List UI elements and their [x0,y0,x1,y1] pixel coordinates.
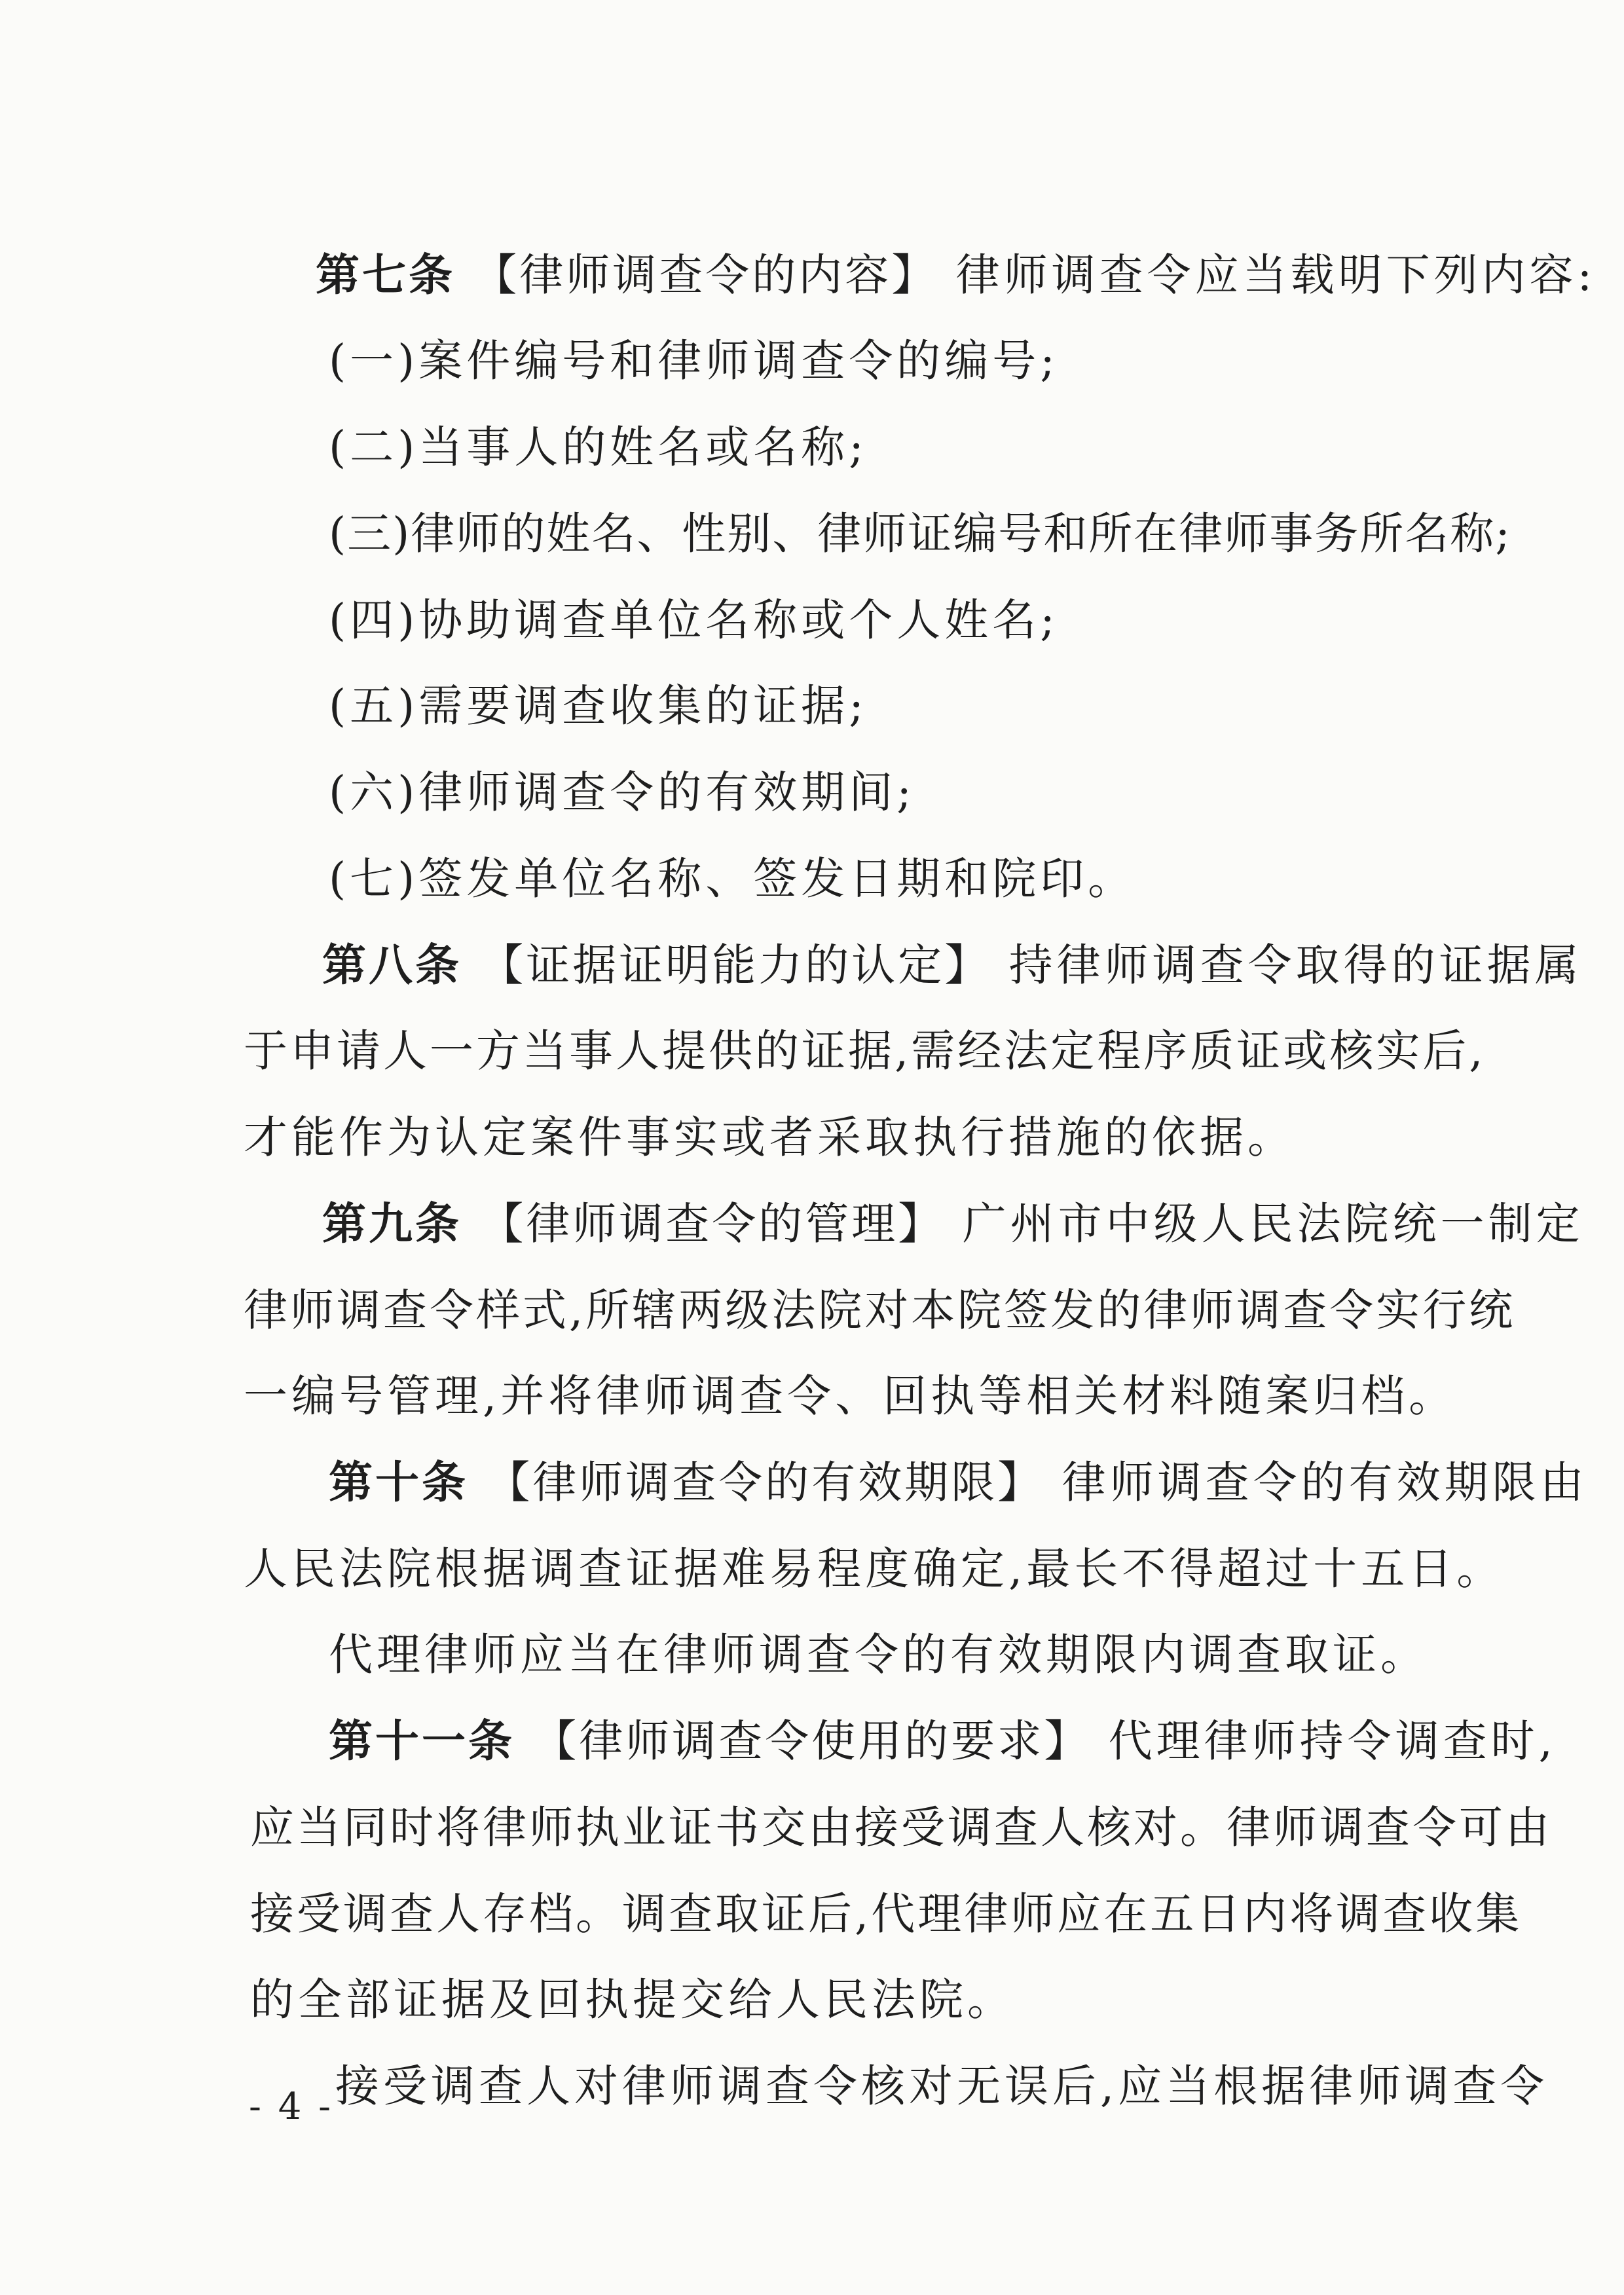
article-8-heading-line [322,922,1583,1008]
article-7-item-6: (六)律师调查令的有效期间; [329,767,915,818]
article-8-title: 【证据证明能力的认定】 [479,940,991,991]
article-11-line-3: 接受调查人存档。调查取证后,代理律师应在五日内将调查收集 [250,1888,1522,1939]
article-8-text-1: 持律师调查令取得的证据属 [1008,940,1583,991]
article-9-heading-line [322,1181,1584,1267]
article-11-heading-line [329,1698,1586,1784]
article-9-heading: 第九条 [322,1198,462,1249]
article-9-line-3: 一编号管理,并将律师调查令、回执等相关材料随案归档。 [244,1370,1457,1422]
article-9-text-1: 广州市中级人民法院统一制定 [962,1198,1584,1249]
article-8-line-3: 才能作为认定案件事实或者采取执行措施的依据。 [244,1112,1295,1163]
article-10-text-1: 律师调查令的有效期限由 [1061,1457,1588,1508]
page-number: - 4 - [249,2085,334,2128]
article-7-text: 律师调查令应当载明下列内容: [955,249,1596,301]
article-8-heading: 第八条 [322,940,462,991]
article-7-item-3: (三)律师的姓名、性别、律师证编号和所在律师事务所名称; [329,508,1511,559]
article-10-heading-line [329,1439,1586,1526]
article-7-item-7: (七)签发单位名称、签发日期和院印。 [329,853,1136,904]
article-7-title: 【律师调查令的内容】 [473,249,938,301]
article-7-item-5: (五)需要调查收集的证据; [329,680,868,731]
article-7-item-4: (四)协助调查单位名称或个人姓名; [329,595,1059,646]
article-7-item-1: (一)案件编号和律师调查令的编号; [329,335,1059,386]
article-8-line-2: 于申请人一方当事人提供的证据,需经法定程序质证或核实后, [244,1025,1486,1076]
article-11-paragraph-2: 接受调查人对律师调查令核对无误后,应当根据律师调查令 [335,2061,1549,2112]
article-7-item-2: (二)当事人的姓名或名称; [329,422,868,473]
article-9-line-2: 律师调查令样式,所辖两级法院对本院签发的律师调查令实行统 [244,1285,1516,1336]
article-10-heading: 第十条 [329,1457,468,1508]
article-11-line-2: 应当同时将律师执业证书交由接受调查人核对。律师调查令可由 [250,1802,1552,1853]
article-11-text-1: 代理律师持令调查时, [1108,1716,1557,1767]
article-10-title: 【律师调查令的有效期限】 [486,1457,1044,1508]
article-9-title: 【律师调查令的管理】 [479,1198,945,1249]
article-7-heading-line [316,232,1596,318]
article-11-title: 【律师调查令使用的要求】 [532,1716,1091,1767]
article-10-line-2: 人民法院根据调查证据难易程度确定,最长不得超过十五日。 [244,1543,1505,1594]
article-11-line-4: 的全部证据及回执提交给人民法院。 [250,1974,1015,2025]
article-10-paragraph-2: 代理律师应当在律师调查令的有效期限内调查取证。 [329,1629,1428,1680]
article-11-heading: 第十一条 [329,1716,515,1767]
article-7-heading: 第七条 [316,249,455,301]
